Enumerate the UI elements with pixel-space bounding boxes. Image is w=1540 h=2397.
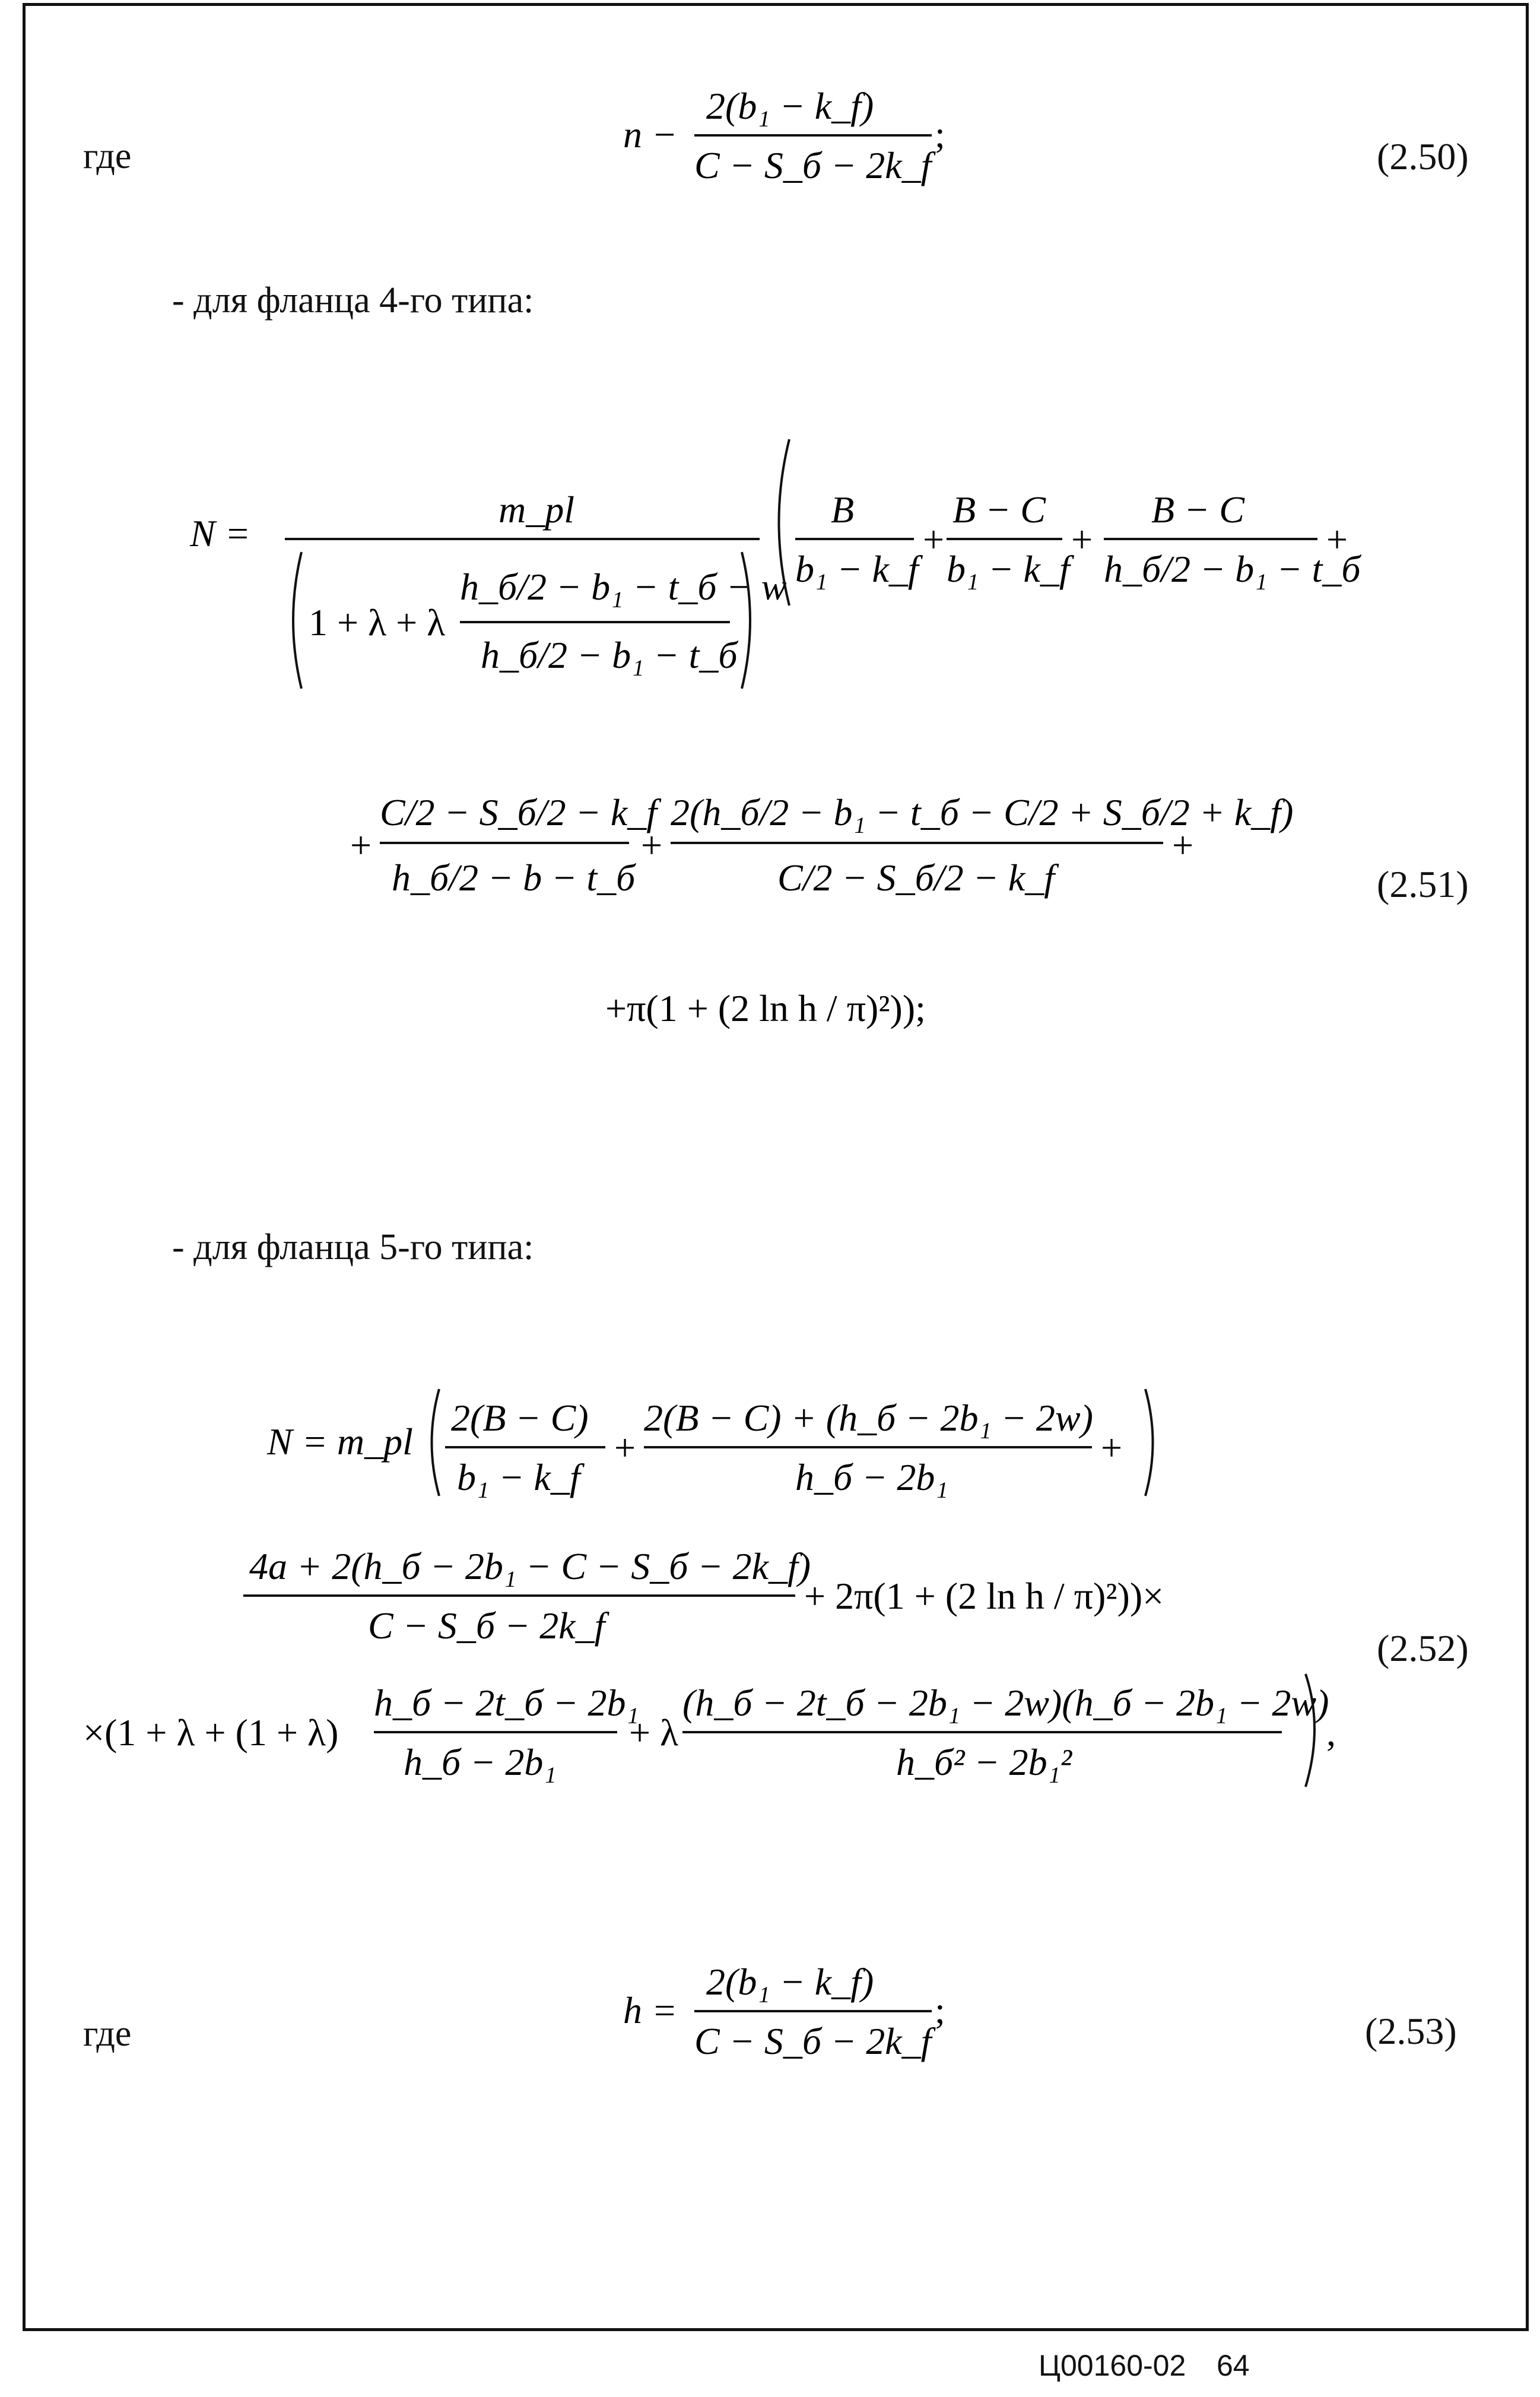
eq-2-51-t2-den: b₁ − k_f — [947, 548, 1070, 590]
where-label-1: где — [83, 136, 132, 176]
eq-2-51-t3-den: h_б/2 − b₁ − t_б — [1104, 548, 1361, 590]
flange5-heading: - для фланца 5-го типа: — [172, 1227, 534, 1267]
eq-2-51-mpl: m_pl — [498, 489, 574, 531]
eq-2-51-t2-num: B − C — [952, 489, 1046, 531]
eq-2-51-t3-num: B − C — [1151, 489, 1244, 531]
equation-2-53 — [623, 1953, 955, 2113]
eq-2-52-t2-den: h_б − 2b₁ — [795, 1456, 948, 1498]
eq-2-50-numerator: 2(b₁ − k_f) — [706, 85, 874, 127]
eq-2-51-inner-num: h_б/2 − b₁ − t_б − w — [460, 566, 787, 608]
eq-2-51-r2-t2-den: C/2 − S_б/2 − k_f — [777, 857, 1055, 899]
eq-2-52-factor-left: ×(1 + λ + (1 + λ) — [83, 1711, 339, 1754]
eq-2-52-t1-num: 2(B − C) — [451, 1397, 589, 1439]
svg-text:+: + — [1172, 824, 1194, 866]
eq-2-53-denominator: C − S_б − 2k_f — [694, 2020, 932, 2062]
eq-2-53-numerator: 2(b₁ − k_f) — [706, 1961, 874, 2003]
eq-2-51-r2-t1-den: h_б/2 − b − t_б — [392, 857, 636, 899]
svg-text:+: + — [1101, 1426, 1123, 1469]
eq-2-51-lhs: N = — [190, 512, 250, 554]
eq-2-52-pi-term: + 2π(1 + (2 ln h / π)²))× — [804, 1575, 1164, 1617]
svg-text:+: + — [1326, 518, 1348, 560]
svg-text:+: + — [1071, 518, 1093, 560]
eq-2-50-lhs: n − — [623, 113, 678, 156]
eq-2-51-row3: +π(1 + (2 ln h / π)²)); — [605, 987, 926, 1029]
svg-text:+: + — [641, 824, 663, 866]
svg-text:+: + — [923, 518, 945, 560]
svg-text:+: + — [350, 824, 372, 866]
page-number: 64 — [1217, 2349, 1250, 2382]
eq-2-52-t2-num: 2(B − C) + (h_б − 2b₁ − 2w) — [644, 1397, 1093, 1439]
eq-2-52-t1-den: b₁ − k_f — [457, 1456, 580, 1498]
eq-2-51-t1-den: b₁ − k_f — [795, 548, 919, 590]
equation-2-52 — [83, 1377, 1359, 1805]
eq-2-50-denominator: C − S_б − 2k_f — [694, 144, 932, 186]
eq-2-52-t3-den: C − S_б − 2k_f — [368, 1605, 605, 1647]
svg-text:+ λ: + λ — [629, 1711, 679, 1754]
eq-2-53-lhs: h = — [623, 1989, 678, 2031]
eq-2-52-f2-num: (h_б − 2t_б − 2b₁ − 2w)(h_б − 2b₁ − 2w) — [682, 1682, 1329, 1724]
eq-2-53-semicolon: ; — [935, 1989, 945, 2031]
eq-2-52-f2-den: h_б² − 2b₁² — [896, 1741, 1072, 1783]
eq-number-2-51: (2.51) — [1377, 863, 1469, 905]
svg-text:,: , — [1326, 1711, 1336, 1754]
eq-2-52-f1-den: h_б − 2b₁ — [404, 1741, 557, 1783]
eq-2-51-r2-t2-num: 2(h_б/2 − b₁ − t_б − C/2 + S_б/2 + k_f) — [671, 791, 1294, 833]
where-label-2: где — [83, 2014, 132, 2054]
eq-2-51-inner-den: h_б/2 − b₁ − t_б — [481, 634, 738, 676]
document-code: Ц00160-02 — [1039, 2349, 1186, 2382]
eq-2-51-t1-num: B — [831, 489, 855, 531]
eq-2-50-semicolon: ; — [935, 113, 945, 156]
eq-2-52-f1-num: h_б − 2t_б − 2b₁ — [374, 1682, 639, 1724]
eq-number-2-52: (2.52) — [1377, 1627, 1469, 1669]
eq-2-52-lhs: N = m_pl — [267, 1421, 413, 1463]
eq-2-52-t3-num: 4a + 2(h_б − 2b₁ − C − S_б − 2k_f) — [249, 1545, 811, 1587]
svg-text:+: + — [614, 1426, 636, 1469]
eq-number-2-53: (2.53) — [1365, 2010, 1457, 2052]
equation-2-51 — [190, 433, 1377, 1146]
eq-number-2-50: (2.50) — [1377, 135, 1469, 177]
flange4-heading: - для фланца 4-го типа: — [172, 280, 534, 321]
equation-2-50 — [623, 77, 955, 237]
eq-2-51-r2-t1-num: C/2 − S_б/2 − k_f — [380, 791, 657, 833]
eq-2-51-denom-left: 1 + λ + λ — [309, 601, 446, 643]
